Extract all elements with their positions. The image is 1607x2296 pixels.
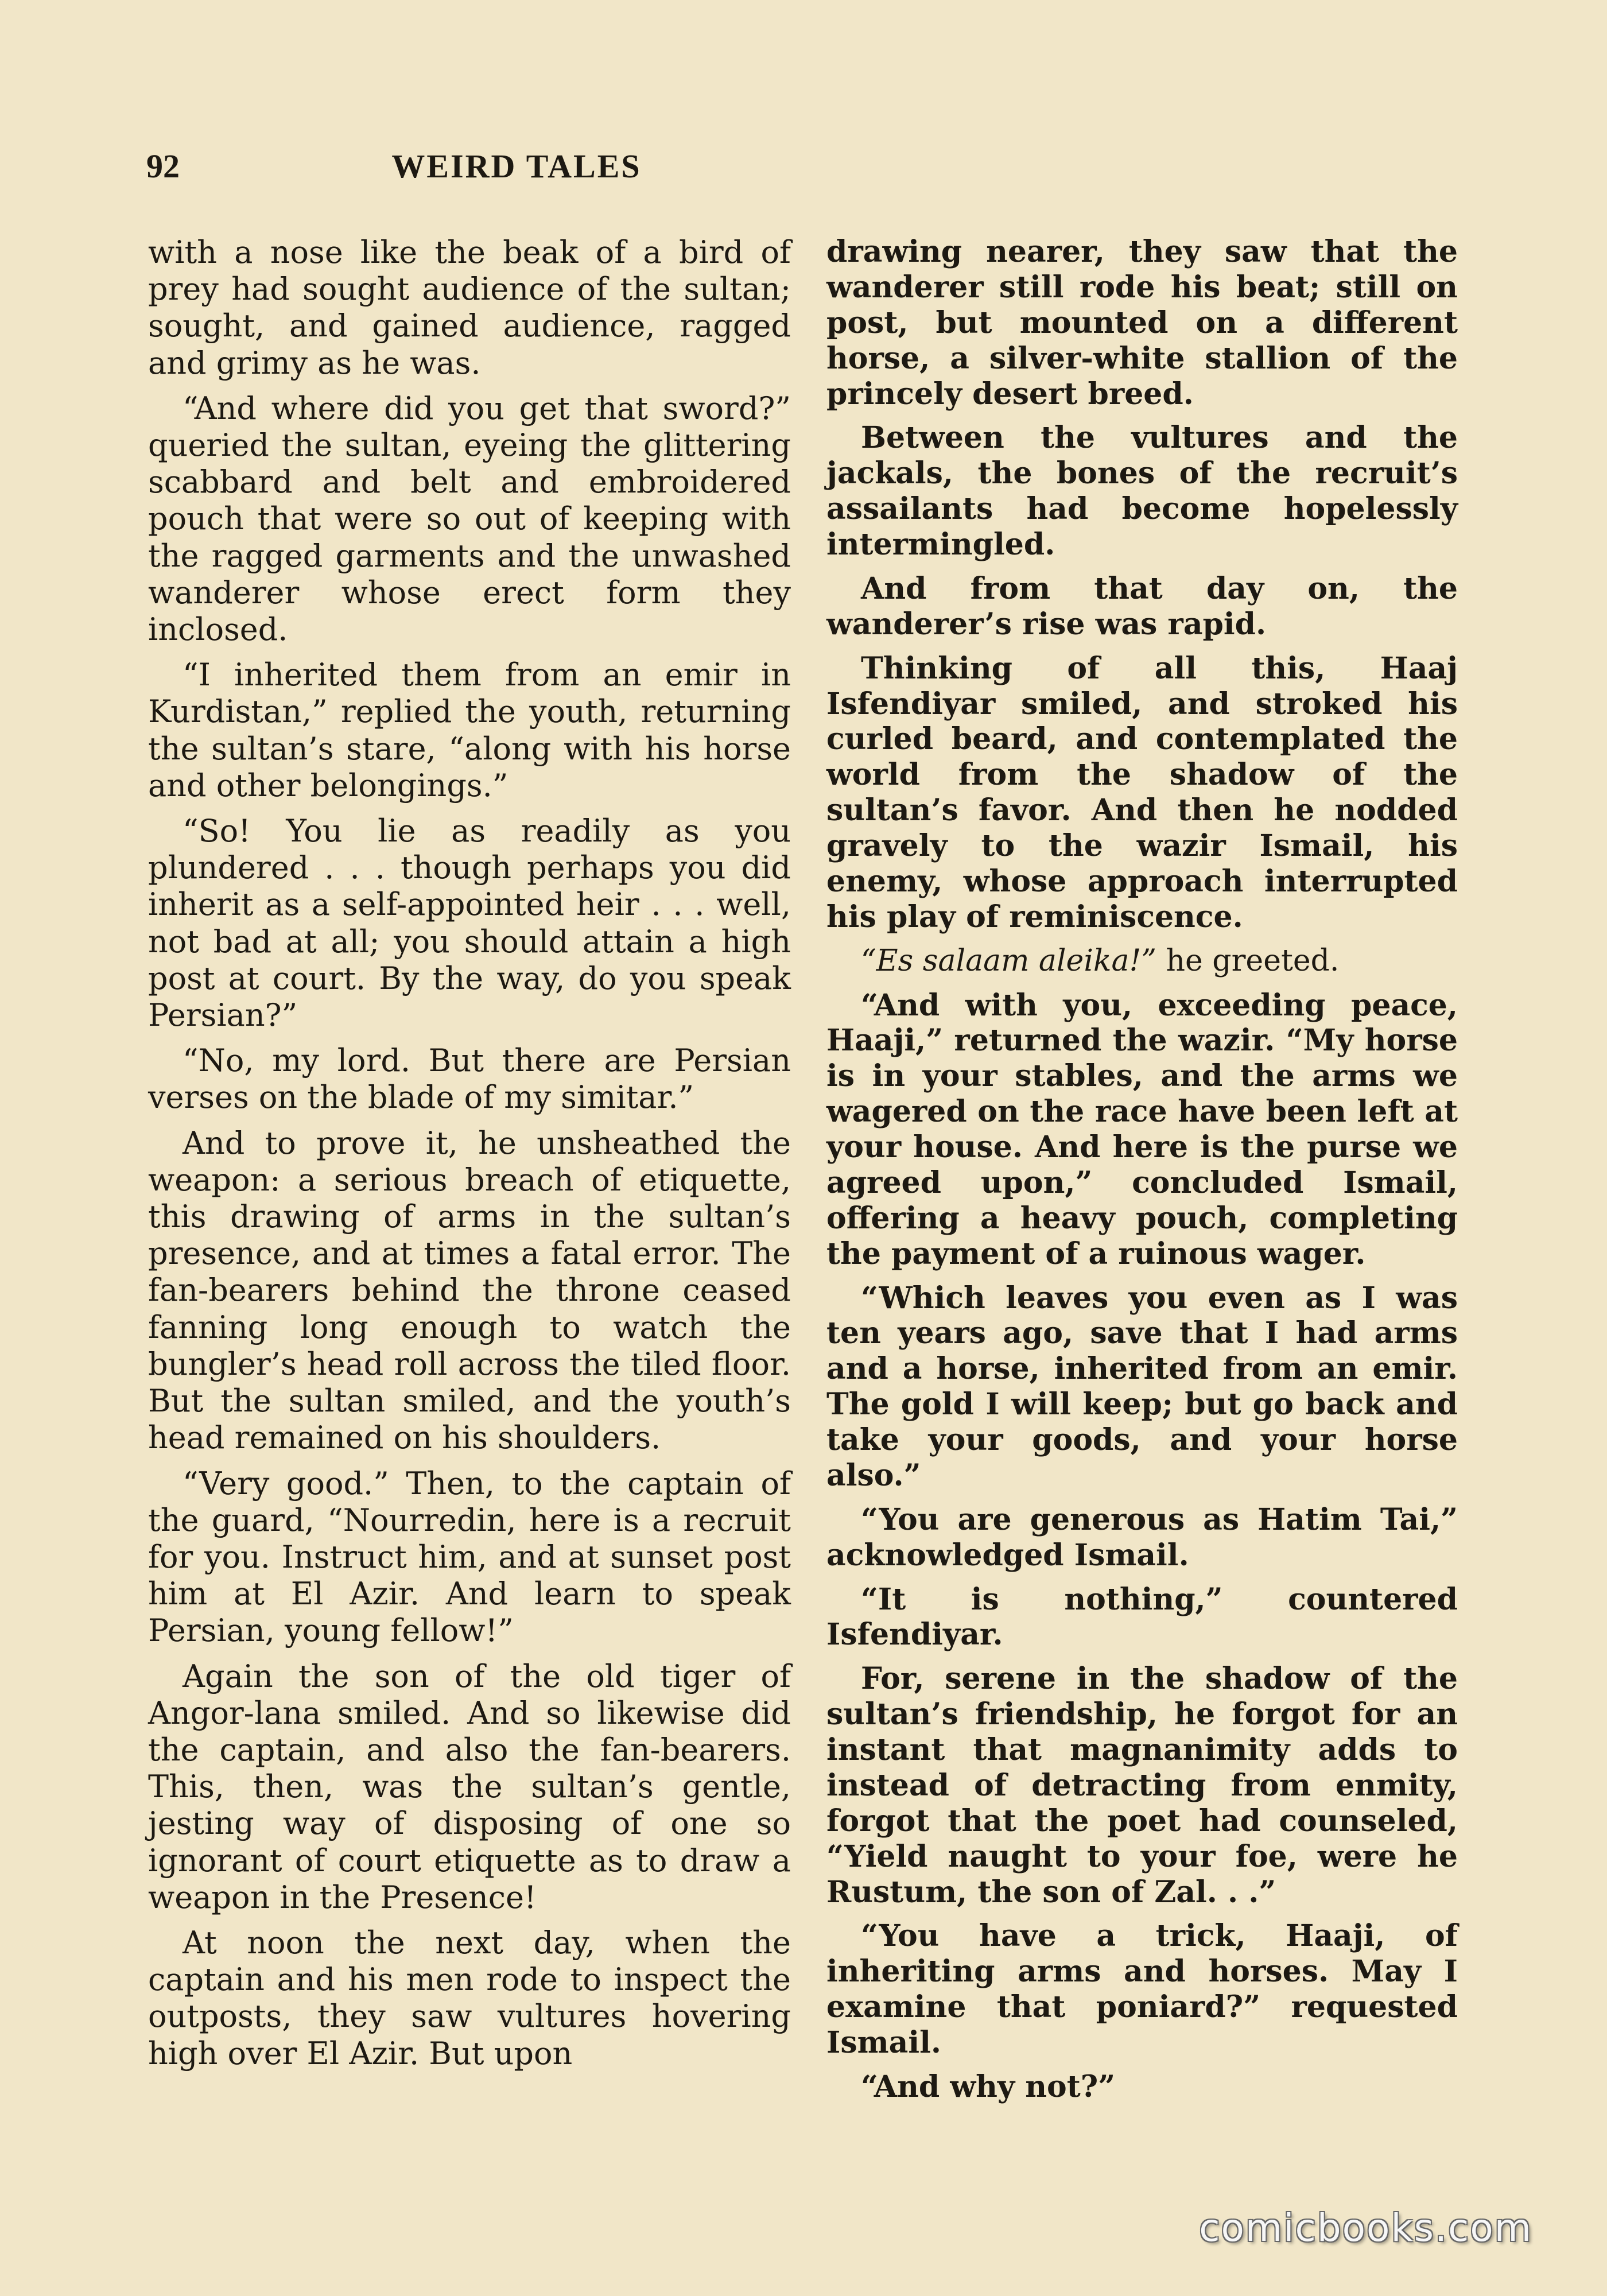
watermark-logo: comicbooks.com [1199, 2206, 1532, 2250]
greeting-paragraph [826, 944, 1458, 979]
paragraph: “It is nothing,” countered Isfendiyar. [826, 1581, 1458, 1653]
paragraph: “And where did you get that sword?” queried the sultan, eyeing the glittering scabbard and belt and embroidered pouch that were so out of keeping with the ragged garments and the unwashed wanderer whose erect form they inclosed. [148, 390, 791, 648]
paragraph: And from that day on, the wanderer’s rise was rapid. [826, 571, 1458, 642]
paragraph: For, serene in the shadow of the sultan’s friendship, he forgot for an instant that magnanimity adds to instead of detracting from enmity, forgot that the poet had counseled, “Yield naught to your foe, were he Rustum, the son of Zal. . .” [826, 1661, 1458, 1910]
page-number: 92 [146, 148, 180, 185]
paragraph: with a nose like the beak of a bird of prey had sought audience of the sultan; sought, and gained audience, ragged and grimy as he was. [148, 234, 791, 381]
paragraph: “I inherited them from an emir in Kurdistan,” replied the youth, returning the sultan’s stare, “along with his horse and other belongings.” [148, 657, 791, 804]
paragraph: “And why not?” [861, 2069, 1116, 2104]
paragraph: Between the vultures and the jackals, the bones of the recruit’s assailants had become hopelessly intermingled. [826, 420, 1458, 562]
greeting-italic: “Es salaam aleika!” [861, 943, 1156, 978]
left-column [148, 234, 791, 2163]
paragraph: “No, my lord. But there are Persian verses on the blade of my simitar.” [148, 1042, 791, 1116]
right-column [826, 234, 1458, 2163]
paragraph: Thinking of all this, Haaj Isfendiyar smiled, and stroked his curled beard, and contemplated the world from the shadow of the sultan’s favor. And then he nodded gravely to the wazir Ismail, his enemy, whose approach interrupted his play of reminiscence. [826, 650, 1458, 934]
paragraph: At noon the next day, when the captain and his men rode to inspect the outposts, they saw vultures hovering high over El Azir. But upon [148, 1924, 791, 2072]
paragraph: drawing nearer, they saw that the wanderer still rode his beat; still on post, but mounted on a different horse, a silver-white stallion of the princely desert breed. [826, 234, 1458, 412]
paragraph: “You are generous as Hatim Tai,” acknowledged Ismail. [826, 1502, 1458, 1573]
paragraph: “So! You lie as readily as you plundered . . . though perhaps you did inherit as a self-appointed heir . . . well, not bad at all; you should attain a high post at court. By the way, do you speak Persian?” [148, 813, 791, 1034]
paragraph: And to prove it, he unsheathed the weapon: a serious breach of etiquette, this drawing of arms in the sultan’s presence, and at times a fatal error. The fan-bearers behind the throne ceased fanning long enough to watch the bungler’s head roll across the tiled floor. But the sultan smiled, and the youth’s head remained on his shoulders. [148, 1124, 791, 1456]
paragraph: “Which leaves you even as I was ten years ago, save that I had arms and a horse, inherited from an emir. The gold I will keep; but go back and take your goods, and your horse also.” [826, 1280, 1458, 1493]
greeting-rest: he greeted. [1156, 943, 1340, 978]
running-title: WEIRD TALES [391, 148, 642, 185]
paragraph: “You have a trick, Haaji, of inheriting arms and horses. May I examine that poniard?” requested Ismail. [826, 1918, 1458, 2060]
paragraph: “Very good.” Then, to the captain of the guard, “Nourredin, here is a recruit for you. Instruct him, and at sunset post him at El Azir. And learn to speak Persian, young fellow!” [148, 1465, 791, 1649]
paragraph: Again the son of the old tiger of Angor-lana smiled. And so likewise did the captain, and also the fan-bearers. This, then, was the sultan’s gentle, jesting way of disposing of one so ignorant of court etiquette as to draw a weapon in the Presence! [148, 1658, 791, 1915]
page-header [146, 144, 887, 189]
paragraph: “And with you, exceeding peace, Haaji,” returned the wazir. “My horse is in your stables, and the arms we wagered on the race have been left at your house. And here is the purse we agreed upon,” concluded Ismail, offering a heavy pouch, completing the payment of a ruinous wager. [826, 987, 1458, 1271]
